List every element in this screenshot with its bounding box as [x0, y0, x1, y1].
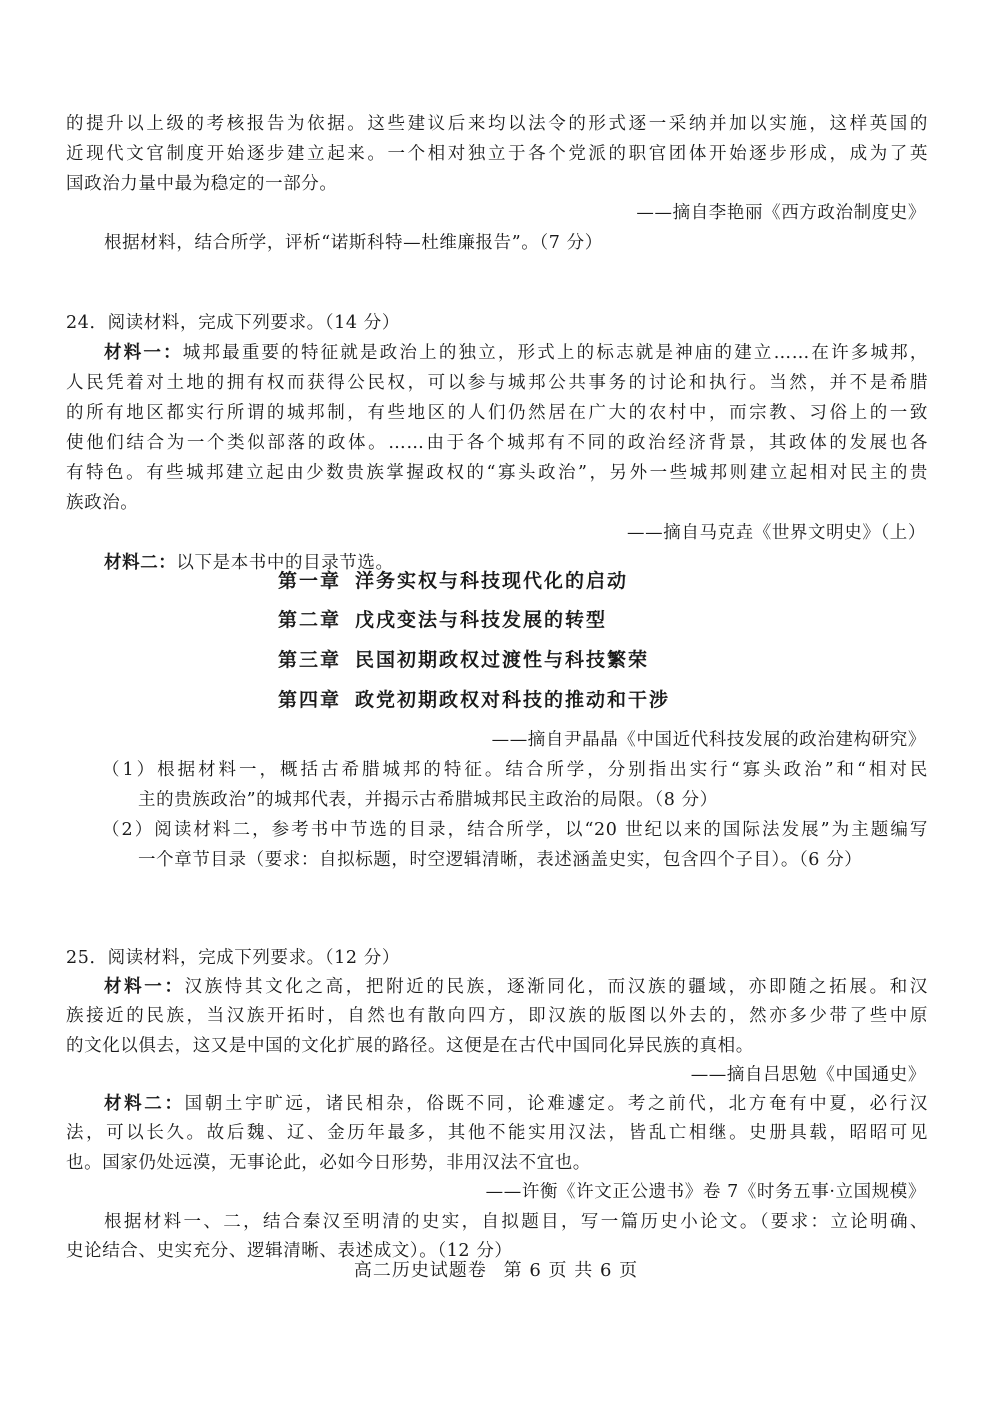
- toc-entry-4: [278, 685, 670, 715]
- toc-chapter: 第二章: [278, 609, 342, 631]
- q24-material1-source: ——摘自马克垚《世界文明史》（上）: [627, 523, 926, 543]
- q25-header: 25．阅读材料，完成下列要求。（12 分）: [66, 948, 400, 968]
- q24-material1-line-2: 人民凭着对土地的拥有权而获得公民权，可以参与城邦公共事务的讨论和执行。当然，并不是希腊: [66, 373, 928, 393]
- toc-entry-1: [278, 566, 628, 596]
- toc-entry-2: [278, 605, 607, 635]
- toc-title: 洋务实权与科技现代化的启动: [355, 570, 629, 592]
- q24-sub2-line-1: （2）阅读材料二，参考书中节选的目录，结合所学，以“20 世纪以来的国际法发展”为主题编写: [102, 820, 928, 840]
- q25-material1-source: ——摘自吕思勉《中国通史》: [690, 1065, 926, 1085]
- q24-sub2-line-2: 一个章节目录（要求：自拟标题，时空逻辑清晰，表述涵盖史实，包含四个子目）。（6 分）: [138, 850, 863, 870]
- page-number: 第 6 页 共 6 页: [503, 1260, 639, 1281]
- q25-material2-line-2: 法，可以长久。故后魏、辽、金历年最多，其他不能实用汉法，皆乱亡相继。史册具载，昭昭可见: [66, 1123, 928, 1143]
- q24-material1-line-1: [104, 338, 928, 368]
- q25-material1-line-2: 族接近的民族，当汉族开拓时，自然也有散向四方，即汉族的版图以外去的，然亦多少带了些中原: [66, 1006, 928, 1026]
- q24-header: 24．阅读材料，完成下列要求。（14 分）: [66, 313, 400, 333]
- q23-prompt: 根据材料，结合所学，评析“诺斯科特—杜维廉报告”。（7 分）: [104, 233, 603, 253]
- q25-material2-line-3: 也。国家仍处远漠，无事论此，必如今日形势，非用汉法不宜也。: [66, 1153, 591, 1173]
- q25-prompt-line-1: 根据材料一、二，结合秦汉至明清的史实，自拟题目，写一篇历史小论文。（要求：立论明确、: [104, 1212, 928, 1232]
- q23-text-line-2: 近现代文官制度开始逐步建立起来。一个相对独立于各个党派的职官团体开始逐步形成，成为了英: [66, 144, 928, 164]
- toc-chapter: 第四章: [278, 689, 342, 711]
- q25-material1-label: 材料一：: [104, 977, 185, 997]
- toc-chapter: 第一章: [278, 570, 342, 592]
- exam-name: 高二历史试题卷: [353, 1260, 487, 1281]
- q24-material2-source: ——摘自尹晶晶《中国近代科技发展的政治建构研究》: [491, 730, 926, 750]
- q25-prompt-line-2: 史论结合、史实充分、逻辑清晰、表述成文）。（12 分）: [66, 1241, 513, 1261]
- q24-sub1-line-2: 主的贵族政治”的城邦代表，并揭示古希腊城邦民主政治的局限。（8 分）: [138, 790, 718, 810]
- toc-title: 民国初期政权过渡性与科技繁荣: [355, 649, 650, 671]
- q24-material1-label: 材料一：: [104, 343, 183, 363]
- q25-material1-line-3: 的文化以俱去，这又是中国的文化扩展的路径。这便是在古代中国同化异民族的真相。: [66, 1036, 754, 1056]
- q24-material1-line-5: 有特色。有些城邦建立起由少数贵族掌握政权的“寡头政治”，另外一些城邦则建立起相对民主的贵: [66, 463, 928, 483]
- q25-material2-line-1: [104, 1089, 928, 1119]
- q25-material2-label: 材料二：: [104, 1094, 185, 1114]
- q24-material2-intro: 以下是本书中的目录节选。: [176, 553, 394, 573]
- toc-entry-3: [278, 645, 649, 675]
- q25-material1-text: 汉族恃其文化之高，把附近的民族，逐渐同化，而汉族的疆域，亦即随之拓展。和汉: [184, 977, 928, 997]
- page-footer: [0, 1256, 992, 1282]
- q23-source: ——摘自李艳丽《西方政治制度史》: [636, 203, 926, 223]
- q24-material1-text: 城邦最重要的特征就是政治上的独立，形式上的标志就是神庙的建立……在许多城邦，: [182, 343, 928, 363]
- toc-title: 政党初期政权对科技的推动和干涉: [355, 689, 671, 711]
- q23-text-line-1: 的提升以上级的考核报告为依据。这些建议后来均以法令的形式逐一采纳并加以实施，这样英国的: [66, 114, 928, 134]
- q24-material1-line-3: 的所有地区都实行所谓的城邦制，有些地区的人们仍然居在广大的农村中，而宗教、习俗上的一致: [66, 403, 928, 423]
- q25-material2-text: 国朝土宇旷远，诸民相杂，俗既不同，论难遽定。考之前代，北方奄有中夏，必行汉: [184, 1094, 928, 1114]
- q23-text-line-3: 国政治力量中最为稳定的一部分。: [66, 174, 338, 194]
- toc-chapter: 第三章: [278, 649, 342, 671]
- q25-material1-line-1: [104, 972, 928, 1002]
- q24-material1-line-6: 族政治。: [66, 493, 139, 513]
- q25-material2-source: ——许衡《许文正公遗书》卷 7《时务五事·立国规模》: [485, 1182, 926, 1202]
- toc-title: 戊戌变法与科技发展的转型: [355, 609, 608, 631]
- q24-material1-line-4: 使他们结合为一个类似部落的政体。……由于各个城邦有不同的政治经济背景，其政体的发展也各: [66, 433, 928, 453]
- q24-sub1-line-1: （1）根据材料一，概括古希腊城邦的特征。结合所学，分别指出实行“寡头政治”和“相对民: [102, 760, 928, 780]
- q24-material2-label: 材料二：: [104, 553, 177, 573]
